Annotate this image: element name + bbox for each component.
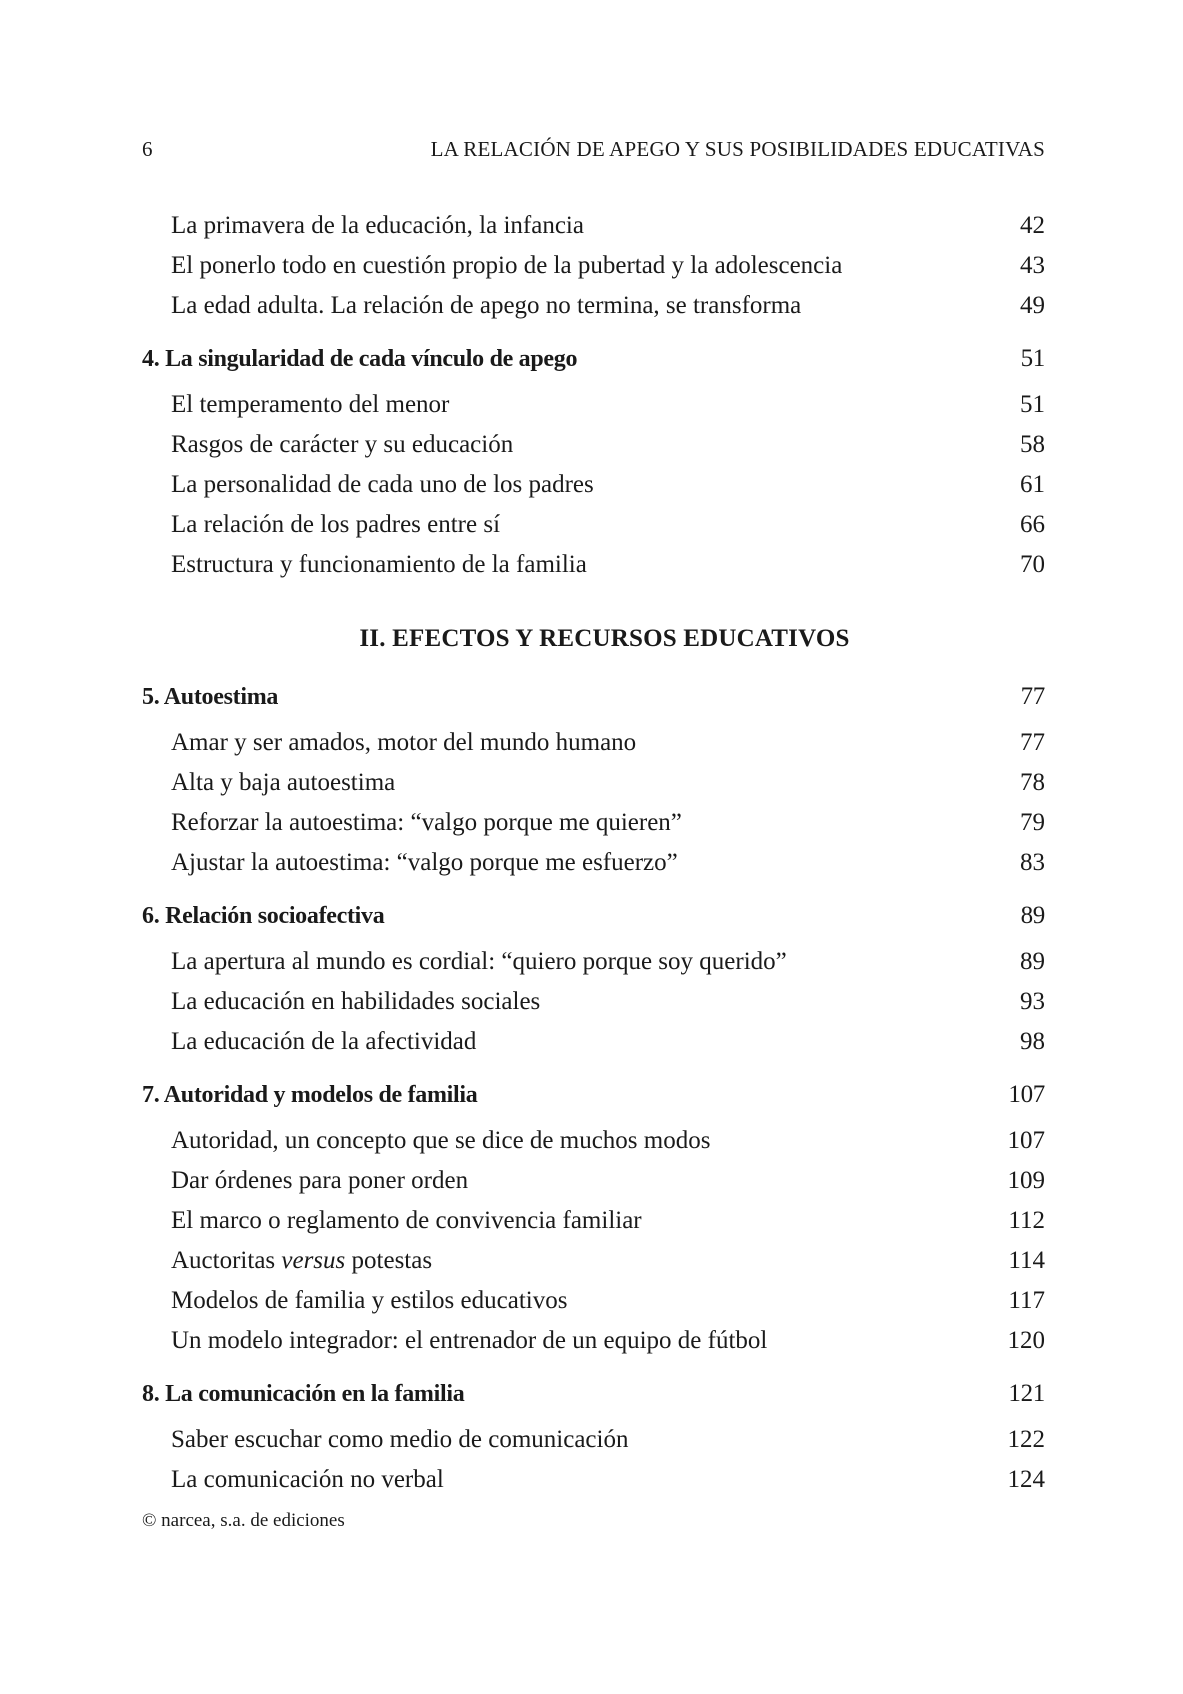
toc-entry[interactable] <box>142 1460 1045 1500</box>
running-head <box>142 137 1045 167</box>
toc-entry-title: La educación en habilidades sociales <box>171 988 548 1015</box>
toc-chapter-page: 107 <box>985 1075 1045 1115</box>
toc-entry-page: 93 <box>985 982 1045 1022</box>
toc-entry-title: Estructura y funcionamiento de la familia <box>171 551 595 578</box>
toc-entry-title: El marco o reglamento de convivencia familiar <box>171 1207 650 1234</box>
toc-entry[interactable] <box>142 1241 1045 1281</box>
toc-entry-title-part: potestas <box>351 1247 433 1274</box>
toc-entry-title: El temperamento del menor <box>171 391 457 418</box>
toc-entry[interactable] <box>142 385 1045 425</box>
toc-entry[interactable] <box>142 505 1045 545</box>
toc-entry-page: 43 <box>985 246 1045 286</box>
toc-entry[interactable] <box>142 763 1045 803</box>
toc-entry-page: 51 <box>985 385 1045 425</box>
toc-entry-page: 83 <box>985 843 1045 883</box>
toc-entry-page: 42 <box>985 206 1045 246</box>
toc-entry-title-part: Auctoritas <box>171 1247 276 1274</box>
toc-entry[interactable] <box>142 843 1045 883</box>
toc-chapter-page: 77 <box>985 677 1045 717</box>
toc-entry-title: Modelos de familia y estilos educativos <box>171 1287 575 1314</box>
toc-entry[interactable] <box>142 1321 1045 1361</box>
toc-entry-title: La apertura al mundo es cordial: “quiero porque soy querido” <box>171 948 795 975</box>
copyright-footer: © narcea, s.a. de ediciones <box>142 1510 345 1531</box>
toc-entry-page: 117 <box>985 1281 1045 1321</box>
toc-entry[interactable] <box>142 1161 1045 1201</box>
toc-entry[interactable] <box>142 1121 1045 1161</box>
toc-entry-page: 77 <box>985 723 1045 763</box>
toc-entry-title: Autoridad, un concepto que se dice de muchos modos <box>171 1127 718 1154</box>
toc-entry-title: Reforzar la autoestima: “valgo porque me quieren” <box>171 809 690 836</box>
toc-entry-page: 49 <box>985 286 1045 326</box>
toc-entry[interactable] <box>142 545 1045 585</box>
toc-entry-page: 112 <box>985 1201 1045 1241</box>
toc-chapter-4[interactable] <box>142 339 1045 379</box>
toc-chapter-7[interactable] <box>142 1075 1045 1115</box>
toc-chapter-title: 4. La singularidad de cada vínculo de apego <box>142 346 585 372</box>
toc-entry[interactable] <box>142 206 1045 246</box>
toc-chapter-title: 8. La comunicación en la familia <box>142 1381 472 1407</box>
toc-entry-page: 78 <box>985 763 1045 803</box>
toc-entry-title-italic: versus <box>281 1247 346 1274</box>
toc-entry-page: 58 <box>985 425 1045 465</box>
toc-entry-page: 114 <box>985 1241 1045 1281</box>
toc-entry-title <box>171 1247 440 1274</box>
toc-chapter-title: 5. Autoestima <box>142 684 286 710</box>
toc-entry-title: La educación de la afectividad <box>171 1028 484 1055</box>
toc-entry[interactable] <box>142 1281 1045 1321</box>
toc-chapter-8[interactable] <box>142 1374 1045 1414</box>
toc-entry[interactable] <box>142 286 1045 326</box>
toc-entry-page: 124 <box>985 1460 1045 1500</box>
toc-entry[interactable] <box>142 425 1045 465</box>
toc-chapter-6[interactable] <box>142 896 1045 936</box>
toc-entry-title: La primavera de la educación, la infancia <box>171 212 592 239</box>
toc-entry-title: Amar y ser amados, motor del mundo humano <box>171 729 644 756</box>
toc-entry-title: La relación de los padres entre sí <box>171 511 508 538</box>
toc-entry-page: 61 <box>985 465 1045 505</box>
toc-entry-title: El ponerlo todo en cuestión propio de la pubertad y la adolescencia <box>171 252 850 279</box>
toc-entry[interactable] <box>142 1420 1045 1460</box>
table-of-contents <box>142 206 1045 1500</box>
toc-entry-page: 79 <box>985 803 1045 843</box>
toc-entry-page: 120 <box>985 1321 1045 1361</box>
toc-entry[interactable] <box>142 982 1045 1022</box>
toc-entry[interactable] <box>142 803 1045 843</box>
toc-entry-page: 70 <box>985 545 1045 585</box>
toc-entry-title: La edad adulta. La relación de apego no termina, se transforma <box>171 292 809 319</box>
toc-entry-title: Rasgos de carácter y su educación <box>171 431 521 458</box>
toc-entry-page: 107 <box>985 1121 1045 1161</box>
toc-entry[interactable] <box>142 465 1045 505</box>
part-heading: II. EFECTOS Y RECURSOS EDUCATIVOS <box>359 625 850 652</box>
toc-chapter-5[interactable] <box>142 677 1045 717</box>
toc-chapter-title: 6. Relación socioafectiva <box>142 903 392 929</box>
toc-entry-title: La personalidad de cada uno de los padres <box>171 471 602 498</box>
toc-entry[interactable] <box>142 942 1045 982</box>
running-title: LA RELACIÓN DE APEGO Y SUS POSIBILIDADES EDUCATIVAS <box>430 137 1045 161</box>
toc-entry-page: 122 <box>985 1420 1045 1460</box>
toc-entry[interactable] <box>142 246 1045 286</box>
toc-entry-title: Un modelo integrador: el entrenador de un equipo de fútbol <box>171 1327 775 1354</box>
toc-entry-page: 98 <box>985 1022 1045 1062</box>
page-number: 6 <box>142 137 153 161</box>
toc-entry-title: Dar órdenes para poner orden <box>171 1167 476 1194</box>
toc-chapter-page: 121 <box>985 1374 1045 1414</box>
toc-entry-title: Saber escuchar como medio de comunicación <box>171 1426 636 1453</box>
toc-entry-page: 66 <box>985 505 1045 545</box>
toc-entry-page: 109 <box>985 1161 1045 1201</box>
toc-entry[interactable] <box>142 1022 1045 1062</box>
toc-entry-title: Ajustar la autoestima: “valgo porque me esfuerzo” <box>171 849 686 876</box>
toc-chapter-page: 89 <box>985 896 1045 936</box>
toc-entry[interactable] <box>142 723 1045 763</box>
toc-entry-page: 89 <box>985 942 1045 982</box>
toc-entry-title: La comunicación no verbal <box>171 1466 452 1493</box>
toc-chapter-title: 7. Autoridad y modelos de familia <box>142 1082 485 1108</box>
toc-chapter-page: 51 <box>985 339 1045 379</box>
toc-entry-title: Alta y baja autoestima <box>171 769 403 796</box>
toc-entry[interactable] <box>142 1201 1045 1241</box>
